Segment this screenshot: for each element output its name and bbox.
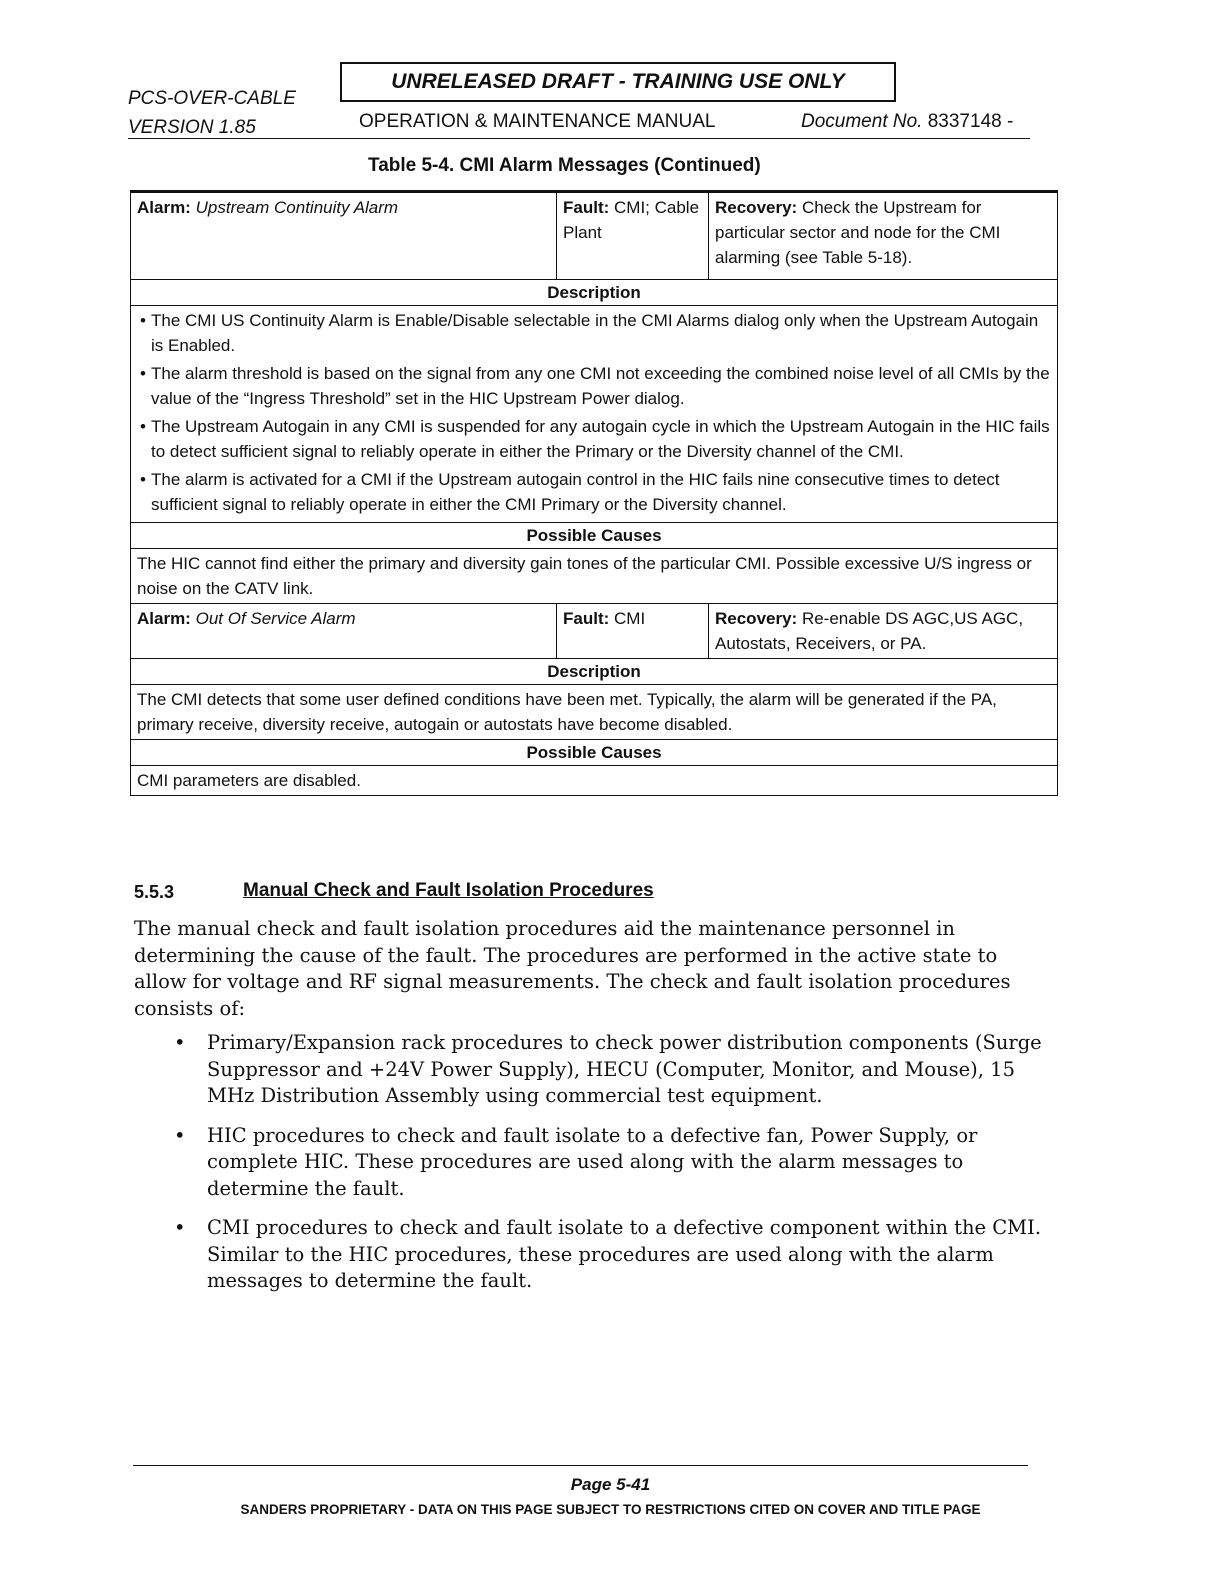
possible-causes-header: Possible Causes <box>131 740 1058 766</box>
fault-value: CMI; Cable Plant <box>563 198 700 242</box>
fault-value: CMI <box>614 609 646 628</box>
table-row <box>131 523 1058 549</box>
fault-label: Fault: <box>563 198 610 217</box>
bullet-icon: • <box>174 1123 186 1147</box>
table-row <box>131 766 1058 796</box>
list-item <box>174 1123 1054 1203</box>
alarm-cell <box>131 604 557 659</box>
recovery-label: Recovery: <box>715 198 798 217</box>
manual-title: OPERATION & MAINTENANCE MANUAL <box>359 111 716 132</box>
list-item <box>174 1215 1054 1295</box>
document-number-value: 8337148 - <box>927 111 1014 132</box>
table-row <box>131 306 1058 523</box>
page-number: Page 5-41 <box>570 1475 651 1494</box>
possible-causes-header: Possible Causes <box>131 523 1058 549</box>
alarm-messages-table <box>130 190 1058 796</box>
list-item: • The alarm is activated for a CMI if the Upstream autogain control in the HIC fails nine consecutive times to detect sufficient signal to reliably operate in either the CMI Primary or the Diversity channel. <box>151 467 1051 517</box>
recovery-value: Re-enable DS AGC,US AGC, Autostats, Receivers, or PA. <box>715 609 1024 653</box>
section-intro: The manual check and fault isolation procedures aid the maintenance personnel in determining the cause of the fault. The procedures are performed in the active state to allow for voltage and RF signal measurements. The check and fault isolation procedures consists of: <box>134 917 1011 1020</box>
list-item: • The CMI US Continuity Alarm is Enable/Disable selectable in the CMI Alarms dialog only when the Upstream Autogain is Enabled. <box>151 308 1051 358</box>
description-cell: The CMI detects that some user defined conditions have been met. Typically, the alarm will be generated if the PA, primary receive, diversity receive, autogain or autostats have become disabled. <box>131 685 1058 740</box>
list-item: • The Upstream Autogain in any CMI is suspended for any autogain cycle in which the Upstream Autogain in the HIC fails to detect sufficient signal to reliably operate in either the Primary or the Diversity channel of the CMI. <box>151 414 1051 464</box>
recovery-label: Recovery: <box>715 609 798 628</box>
version-label: VERSION 1.85 <box>128 117 256 138</box>
list-item: • The alarm threshold is based on the signal from any one CMI not exceeding the combined noise level of all CMIs by the value of the “Ingress Threshold” set in the HIC Upstream Power dialog. <box>151 361 1051 411</box>
document-number-label: Document No. <box>801 111 923 132</box>
fault-cell <box>557 604 709 659</box>
list-item <box>174 1030 1054 1110</box>
description-list <box>137 308 1051 517</box>
alarm-cell <box>131 192 557 280</box>
recovery-cell <box>709 604 1058 659</box>
alarm-name: Out Of Service Alarm <box>195 609 356 628</box>
list-item-text: HIC procedures to check and fault isolate to a defective fan, Power Supply, or complete HIC. These procedures are used along with the alarm messages to determine the fault. <box>207 1123 978 1200</box>
description-cell <box>131 306 1058 523</box>
fault-cell <box>557 192 709 280</box>
recovery-value: Check the Upstream for particular sector and node for the CMI alarming (see Table 5-18). <box>715 198 1001 267</box>
fault-label: Fault: <box>563 609 610 628</box>
document-number <box>801 111 1013 133</box>
table-row <box>131 740 1058 766</box>
proprietary-notice: SANDERS PROPRIETARY - DATA ON THIS PAGE SUBJECT TO RESTRICTIONS CITED ON COVER AND TITLE PAGE <box>240 1502 981 1517</box>
description-header: Description <box>131 280 1058 306</box>
alarm-label: Alarm: <box>137 609 191 628</box>
alarm-name: Upstream Continuity Alarm <box>195 198 399 217</box>
table-row <box>131 549 1058 604</box>
section-title: Manual Check and Fault Isolation Procedures <box>243 880 654 901</box>
possible-causes-cell: The HIC cannot find either the primary and diversity gain tones of the particular CMI. Possible excessive U/S ingress or noise on the CATV link. <box>131 549 1058 604</box>
procedure-list <box>174 1030 1054 1308</box>
table-row <box>131 685 1058 740</box>
product-name: PCS-OVER-CABLE <box>128 88 296 109</box>
table-row <box>131 659 1058 685</box>
table-title: Table 5-4. CMI Alarm Messages (Continued) <box>368 155 761 176</box>
header-divider <box>128 138 1030 139</box>
table-row <box>131 192 1058 280</box>
section-number: 5.5.3 <box>134 882 175 902</box>
footer-divider <box>133 1465 1028 1466</box>
recovery-cell <box>709 192 1058 280</box>
possible-causes-cell: CMI parameters are disabled. <box>131 766 1058 796</box>
bullet-icon: • <box>174 1031 186 1054</box>
bullet-icon: • <box>174 1216 186 1239</box>
list-item-text: Primary/Expansion rack procedures to check power distribution components (Surge Suppressor and +24V Power Supply), HECU (Computer, Monitor, and Mouse), 15 MHz Distribution Assembly using commercial test equipment. <box>207 1031 1042 1107</box>
table-row <box>131 280 1058 306</box>
table-row <box>131 604 1058 659</box>
description-header: Description <box>131 659 1058 685</box>
alarm-label: Alarm: <box>137 198 191 217</box>
document-header-left <box>128 84 296 142</box>
list-item-text: CMI procedures to check and fault isolate to a defective component within the CMI. Similar to the HIC procedures, these procedures are used along with the alarm messages to determine the fault. <box>207 1216 1042 1292</box>
draft-notice: UNRELEASED DRAFT - TRAINING USE ONLY <box>340 62 896 102</box>
